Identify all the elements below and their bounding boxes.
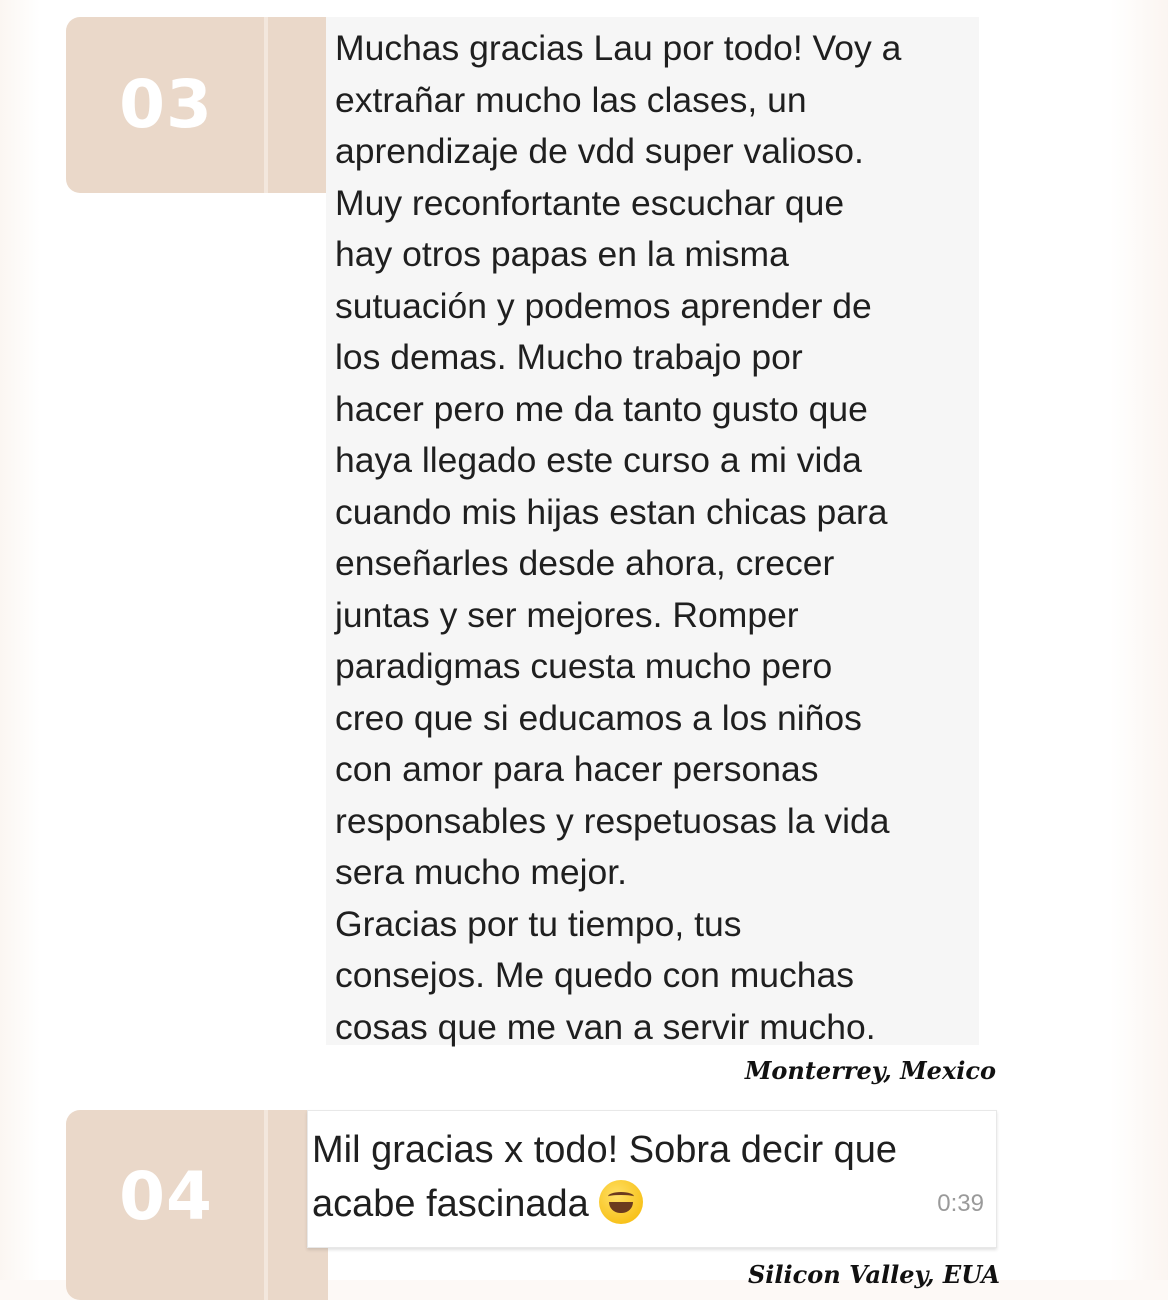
message-line: acabe fascinada (312, 1183, 589, 1225)
message-line: Mil gracias x todo! Sobra decir que (312, 1129, 898, 1171)
message-line-with-emoji (312, 1177, 996, 1231)
message-bubble (307, 1110, 997, 1248)
testimonial-number: 04 (119, 1158, 213, 1235)
testimonial-number: 03 (119, 66, 213, 143)
message-timestamp: 0:39 (937, 1190, 984, 1217)
message-bubble: Muchas gracias Lau por todo! Voy a extrañar mucho las clases, un aprendizaje de vdd super valioso. Muy reconfortante escuchar que hay otros papas en la misma sutuación y podemos aprender de los demas. Mucho trabajo por hacer pero me da tanto gusto que haya llegado este curso a mi vida cuando mis hijas estan chicas para enseñarles desde ahora, crecer juntas y ser mejores. Romper paradigmas cuesta mucho pero creo que si educamos a los niños con amor para hacer personas responsables y respetuosas la vida sera mucho mejor. Gracias por tu tiempo, tus consejos. Me quedo con muchas cosas que me van a servir mucho. (326, 17, 979, 1045)
testimonial-location: Monterrey, Mexico (744, 1056, 996, 1085)
laughing-emoji-icon (599, 1180, 643, 1224)
testimonial-location: Silicon Valley, EUA (747, 1260, 1000, 1289)
